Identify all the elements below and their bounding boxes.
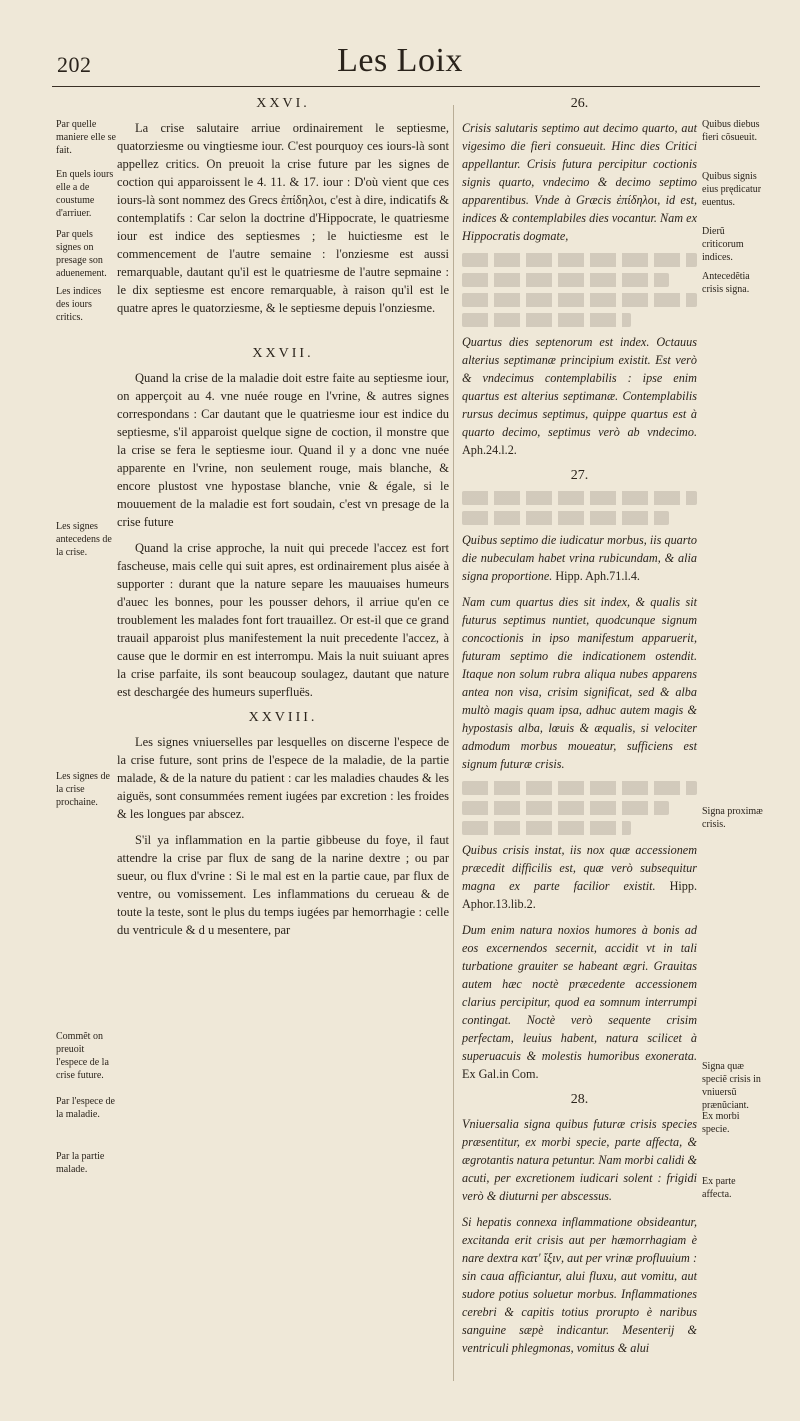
latin-column — [462, 95, 697, 1365]
gloss-left-28-1: Commẽt on preuoit l'espece de la crise future. — [56, 1031, 109, 1081]
gloss-left-28-3: Par la partie malade. — [56, 1151, 105, 1175]
gloss-left-26-3: Par quels signes on presage son aduenement. — [56, 229, 107, 279]
header-rule — [52, 86, 760, 87]
gloss-right-28-1: Signa quæ speciẽ crisis in vniuersũ prænũciant. — [702, 1061, 761, 1111]
citation-26: Aph.24.l.2. — [462, 443, 517, 457]
gloss-left-26-1: Par quelle maniere elle se fait. — [56, 119, 116, 156]
paragraph-xxvii-b: Quand la crise approche, la nuit qui precede l'accez est fort fascheuse, mais celle qui suit apres, est ordinairement plus aisée à supporter : durant que la nature separe les mauuaises humeurs d'auec les bonnes, pour les pousser dehors, il arriue qu'en ce troublement les malades font fort trauaillez. Or est-il que ce grand trauail apparoist plus manifestement la nuit precedente l'accez, à cause que le dormir en est interrompu. Mais la nuit suiuant apres la crise parfaite, ils sont beaucoup soulagez, dautant que nature est deschargée des humeurs superfluës. — [117, 541, 449, 699]
greek-passage-27-2 — [462, 511, 669, 525]
greek-passage-27-1 — [462, 491, 697, 505]
gloss-right-26-1: Quibus diebus fieri cõsueuit. — [702, 119, 760, 143]
running-title: Les Loix — [337, 42, 463, 79]
section-numeral-xxviii: XXVIII. — [248, 710, 318, 725]
section-number-26: 26. — [570, 96, 589, 111]
greek-passage-27-4 — [462, 801, 669, 815]
gloss-left-27-1: Les signes antecedens de la crise. — [56, 521, 112, 558]
column-gutter — [453, 105, 454, 1381]
latin-paragraph-27-a: Quibus septimo die iudicatur morbus, iis quarto die nubeculam habet vrina rubicundam, & alia signa proportione. Hipp. Aph.71.l.4. — [462, 533, 697, 583]
section-numeral-xxvii: XXVII. — [252, 346, 314, 361]
section-number-28: 28. — [570, 1092, 589, 1107]
citation-27-d: Ex Gal.in Com. — [462, 1067, 539, 1081]
gloss-left-27-2: Les signes de la crise prochaine. — [56, 771, 110, 808]
greek-passage-26-3 — [462, 293, 697, 307]
gloss-right-26-3: Dierũ criticorum indices. — [702, 226, 744, 263]
gloss-left-26-4: Les indices des iours critics. — [56, 286, 102, 323]
greek-passage-27-3 — [462, 781, 697, 795]
citation-27-c: Hipp. Aphor.13.lib.2. — [462, 879, 697, 911]
latin-paragraph-26: Crisis salutaris septimo aut decimo quarto, aut vigesimo die fieri consueuit. Hinc dies Critici appellantur. Crisis futura percipitur coctionis signis quarto, vndecimo & decimo septimo apparentibus. Vnde à Græcis ἐπίδηλοι, id est, indices & contemplabiles dies vocantur. Nam ex Hippocratis dogmate, — [462, 121, 697, 243]
paragraph-xxvi: La crise salutaire arriue ordinairement le septiesme, quatorziesme ou vingtiesme iour. C'est pourquoy ces iours-là sont appellez critics. On preuoit la crise future par les signes de coction qui apparoissent le 4. 11. & 17. iour : D'où vient que ces iours-là sont nommez des Grecs ἐπίδηλοι, c'est à dire, indicatifs & contemplatifs : Car selon la doctrine d'Hippocrate, le quatriesme iour est indice des septiesmes ; le huictiesme est le commencement de l'autre semaine : l'onziesme est aussi remarquable, dautant qu'il est le quatriesme de l'autre sepmaine : le dix septiesme est encore remarquable, à raison qu'il est le quatre apres le quatorziesme, & le septiesme depuis l'onziesme. — [117, 121, 449, 315]
paragraph-xxvii-a: Quand la crise de la maladie doit estre faite au septiesme iour, on apperçoit au 4. vne nuée rouge en l'vrine, & autres signes correspondans : Car dautant que le quatriesme iour est indice du septiesme, s'il apparoist quelque signe de coction, il monstre que la crise se fera le septiesme iour. Quand il y a donc vne nuée apparente en l'vrine, non seulement rouge, mais blanche, & encore plustost vne hypostase blanche, vnie & égale, si le mouuement de la maladie est fort soudain, c'est vn presage de la crise future — [117, 371, 449, 529]
latin-paragraph-28-b: Si hepatis connexa inflammatione obsideantur, excitanda erit crisis aut per hæmorrhagiam è nare dextra κατ' ἴξιν, aut per vrinæ profluuium : sin caua afficiantur, alui fluxu, aut vomitu, aut sudore potius soluetur morbus. Inflammationes cerebri & capitis totius prorupto è naribus sanguine sæpè indicantur. Mesenterij & ventriculi phlegmonas, vomitus & alui — [462, 1215, 697, 1355]
gloss-left-26-2: En quels iours elle a de coustume d'arriuer. — [56, 169, 114, 219]
latin-paragraph-27-c: Quibus crisis instat, iis nox quæ accessionem præcedit difficilis est, quæ verò subsequitur magna ex parte facilior existit. Hipp. Aphor.13.lib.2. — [462, 843, 697, 911]
section-number-27: 27. — [570, 468, 589, 483]
greek-passage-26-1 — [462, 253, 697, 267]
latin-paragraph-28-a: Vniuersalia signa quibus futuræ crisis species præsentitur, ex morbi specie, parte affecta, & ægrotantis natura petuntur. Nam morbi calidi & acuti, per excretionem iudicari solent : frigidi verò & diuturni per abscessus. — [462, 1117, 697, 1203]
latin-paragraph-27-d: Dum enim natura noxios humores à bonis ad eos excernendos secernit, accidit vt in tali turbatione grauiter se habeant ægri. Grauitas autem hæc noctè præcedente accessionem clarius percipitur, quod ea somnum interrumpi contingat. Noctè verò sequente crisim perfectam, leuius habent, natura scilicet à superuacuis & molestis humoribus exonerata. Ex Gal.in Com. — [462, 923, 697, 1081]
gloss-right-26-2: Quibus signis eius prędicatur euentus. — [702, 171, 762, 208]
latin-paragraph-27-b: Nam cum quartus dies sit index, & qualis sit futurus septimus nuntiet, quodcunque signum concoctionis in ipso manifestum apparuerit, futuram septimo die indicationem ostendit. Itaque non solum rubra aliqua nubes apparens antea non visa, crisim significat, sed & alba multò magis quam ipsa, adhuc autem magis & hypostasis alba, lœuis & æqualis, si velociter admodum morbus moueatur, sufficiens est signum futuræ crisis. — [462, 595, 697, 771]
greek-passage-26-4 — [462, 313, 631, 327]
gloss-right-27-1: Signa proximæ crisis. — [702, 806, 763, 830]
gloss-right-28-2: Ex morbi specie. — [702, 1111, 740, 1135]
gloss-right-28-3: Ex parte affecta. — [702, 1176, 736, 1200]
latin-paragraph-26-cont: Quartus dies septenorum est index. Octauus alterius septimanæ principium existit. Est verò & vndecimus contemplabilis : ipse enim quartus est alterius septimanæ. Contemplabilis rursus decimus septimus, quippe quartus est à quarto decimo, septimus verò ab vndecimo. Aph.24.l.2. — [462, 335, 697, 457]
greek-passage-26-2 — [462, 273, 669, 287]
citation-27-a: Hipp. Aph.71.l.4. — [555, 569, 640, 583]
paragraph-xxviii-b: S'il ya inflammation en la partie gibbeuse du foye, il faut attendre la crise par flux de sang de la narine dextre ; ou par sueur, ou flux d'vrine : Si le mal est en la partie caue, par flux de ventre, ou vomissement. Les inflammations du cerueau & de toute la teste, sont le plus du temps iugées par hemorrhagie : celle du ventricule & d u mesentere, par — [117, 833, 449, 937]
greek-passage-27-5 — [462, 821, 631, 835]
page-number: 202 — [57, 52, 92, 77]
french-column — [117, 95, 449, 947]
gloss-left-28-2: Par l'espece de la maladie. — [56, 1096, 115, 1120]
gloss-right-26-4: Antecedẽtia crisis signa. — [702, 271, 750, 295]
paragraph-xxviii-a: Les signes vniuerselles par lesquelles on discerne l'espece de la crise future, sont prins de l'espece de la maladie, de la partie malade, & de la nature du patient : car les maladies chaudes & les aiguës, sont consummées rement iugées par excretion : les froides & les longues par abscez. — [117, 735, 449, 821]
section-numeral-xxvi: XXVI. — [256, 96, 310, 111]
